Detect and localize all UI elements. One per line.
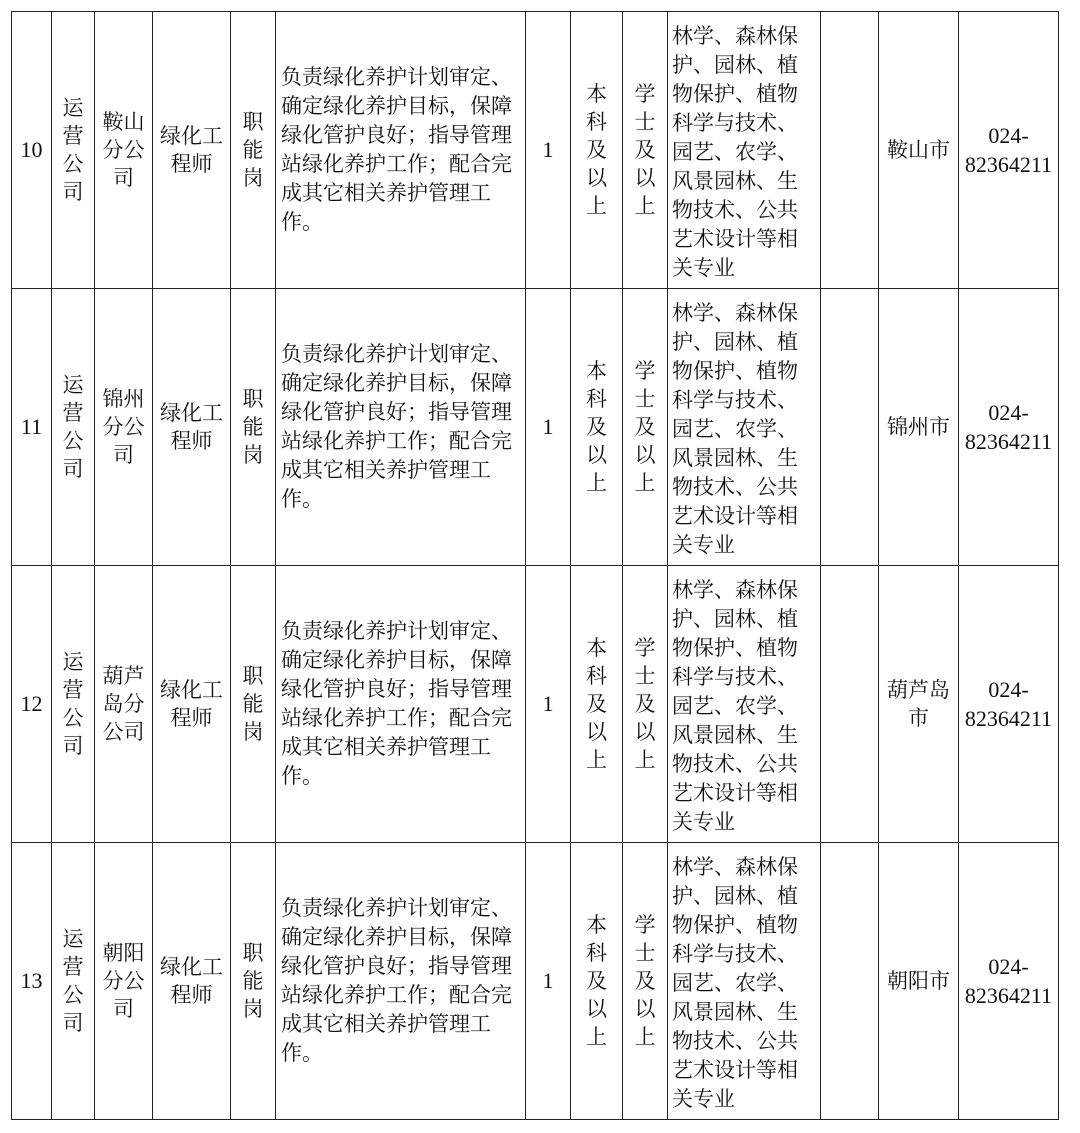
category-cell: 职 能 岗: [231, 843, 276, 1120]
unit-cell: 运 营 公 司: [52, 289, 95, 566]
category-cell: 职 能 岗: [231, 566, 276, 843]
degree-cell: 学士 及以 上: [623, 12, 668, 289]
unit-cell: 运 营 公 司: [52, 843, 95, 1120]
major-cell: 林学、森林保护、园林、植物保护、植物科学与技术、园艺、农学、风景园林、生物技术、公共艺术设计等相关专业: [668, 566, 821, 843]
degree-cell: 学士 及以 上: [623, 289, 668, 566]
degree-cell: 学士 及以 上: [623, 843, 668, 1120]
row-number: 10: [12, 12, 52, 289]
table-row: [12, 843, 1059, 1120]
extra-cell: [821, 843, 879, 1120]
headcount-cell: 1: [526, 566, 571, 843]
position-title-cell: 绿化工 程师: [153, 566, 231, 843]
major-cell: 林学、森林保护、园林、植物保护、植物科学与技术、园艺、农学、风景园林、生物技术、公共艺术设计等相关专业: [668, 289, 821, 566]
extra-cell: [821, 566, 879, 843]
major-cell: 林学、森林保护、园林、植物保护、植物科学与技术、园艺、农学、风景园林、生物技术、公共艺术设计等相关专业: [668, 12, 821, 289]
row-number: 12: [12, 566, 52, 843]
phone-cell: 024- 82364211: [959, 566, 1059, 843]
branch-cell: 葫芦 岛分 公司: [95, 566, 153, 843]
table-row: [12, 566, 1059, 843]
extra-cell: [821, 289, 879, 566]
duty-cell: 负责绿化养护计划审定、确定绿化养护目标，保障绿化管护良好；指导管理站绿化养护工作；配合完成其它相关养护管理工作。: [276, 566, 526, 843]
extra-cell: [821, 12, 879, 289]
location-cell: 鞍山市: [879, 12, 959, 289]
table-row: [12, 289, 1059, 566]
job-table: [11, 11, 1059, 1120]
degree-cell: 学士 及以 上: [623, 566, 668, 843]
major-cell: 林学、森林保护、园林、植物保护、植物科学与技术、园艺、农学、风景园林、生物技术、公共艺术设计等相关专业: [668, 843, 821, 1120]
job-table-body: [12, 12, 1059, 1120]
education-cell: 本 科 及 以 上: [571, 289, 623, 566]
category-cell: 职 能 岗: [231, 12, 276, 289]
phone-cell: 024- 82364211: [959, 12, 1059, 289]
location-cell: 锦州市: [879, 289, 959, 566]
education-cell: 本 科 及 以 上: [571, 843, 623, 1120]
branch-cell: 鞍山 分公 司: [95, 12, 153, 289]
position-title-cell: 绿化工 程师: [153, 12, 231, 289]
row-number: 13: [12, 843, 52, 1120]
table-row: [12, 12, 1059, 289]
duty-cell: 负责绿化养护计划审定、确定绿化养护目标，保障绿化管护良好；指导管理站绿化养护工作；配合完成其它相关养护管理工作。: [276, 843, 526, 1120]
headcount-cell: 1: [526, 12, 571, 289]
phone-cell: 024- 82364211: [959, 289, 1059, 566]
education-cell: 本 科 及 以 上: [571, 12, 623, 289]
branch-cell: 锦州 分公 司: [95, 289, 153, 566]
location-cell: 朝阳市: [879, 843, 959, 1120]
unit-cell: 运 营 公 司: [52, 566, 95, 843]
category-cell: 职 能 岗: [231, 289, 276, 566]
duty-cell: 负责绿化养护计划审定、确定绿化养护目标，保障绿化管护良好；指导管理站绿化养护工作；配合完成其它相关养护管理工作。: [276, 12, 526, 289]
duty-cell: 负责绿化养护计划审定、确定绿化养护目标，保障绿化管护良好；指导管理站绿化养护工作；配合完成其它相关养护管理工作。: [276, 289, 526, 566]
location-cell: 葫芦岛 市: [879, 566, 959, 843]
unit-cell: 运 营 公 司: [52, 12, 95, 289]
headcount-cell: 1: [526, 289, 571, 566]
position-title-cell: 绿化工 程师: [153, 843, 231, 1120]
headcount-cell: 1: [526, 843, 571, 1120]
row-number: 11: [12, 289, 52, 566]
phone-cell: 024- 82364211: [959, 843, 1059, 1120]
branch-cell: 朝阳 分公 司: [95, 843, 153, 1120]
position-title-cell: 绿化工 程师: [153, 289, 231, 566]
education-cell: 本 科 及 以 上: [571, 566, 623, 843]
